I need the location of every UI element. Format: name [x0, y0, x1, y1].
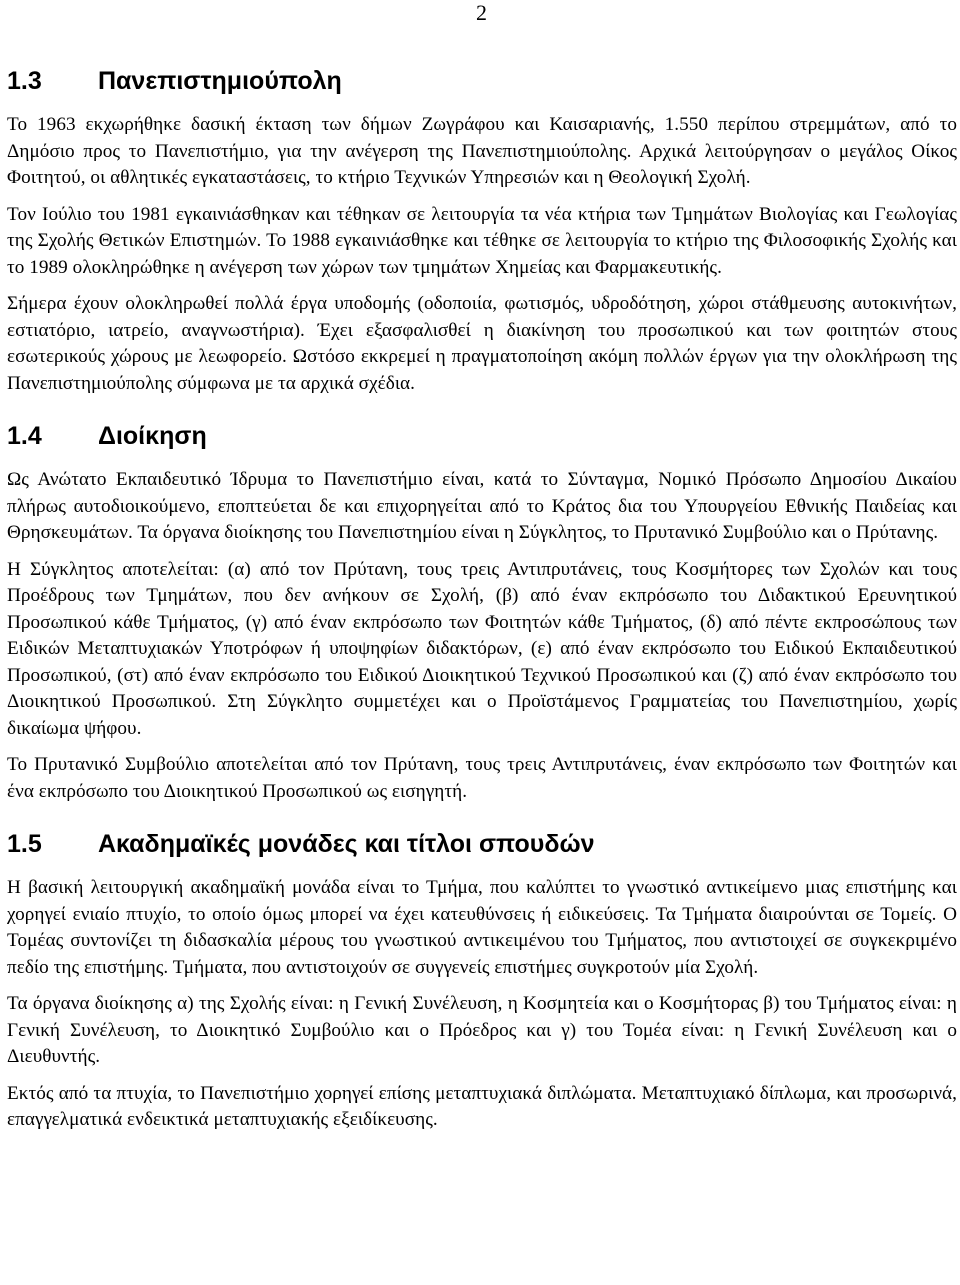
paragraph: Τα όργανα διοίκησης α) της Σχολής είναι: η Γενική Συνέλευση, η Κοσμητεία και ο Κοσμήτορας β) του Τμήματος είναι: η Γενική Συνέλευση, το Διοικητικό Συμβούλιο και ο Πρόεδρος και γ) του Τομέα είναι: η Γενική Συνέλευση και ο Διευθυντής.	[7, 993, 957, 1067]
paragraph: Τον Ιούλιο του 1981 εγκαινιάσθηκαν και τέθηκαν σε λειτουργία τα νέα κτήρια των Τμημάτων Βιολογίας και Γεωλογίας της Σχολής Θετικών Επιστημών. Το 1988 εγκαινιάσθηκε και τέθηκε σε λειτουργία το κτήριο της Φιλοσοφικής Σχολής και το 1989 ολοκληρώθηκε η ανέγερση των χώρων των τμημάτων Χημείας και Φαρμακευτικής.	[7, 203, 957, 278]
section-heading	[7, 825, 957, 863]
section-number: 1.4	[7, 422, 42, 450]
paragraph: Το 1963 εκχωρήθηκε δασική έκταση των δήμων Ζωγράφου και Καισαριανής, 1.550 περίπου στρεμμάτων, από το Δημόσιο προς το Πανεπιστήμιο, για την ανέγερση της Πανεπιστημιούπολης. Αρχικά λειτούργησαν ο μεγάλος Οίκος Φοιτητού, οι αθλητικές εγκαταστάσεις, το κτήριο Τεχνικών Υπηρεσιών και η Θεολογική Σχολή.	[7, 114, 957, 188]
section-heading	[7, 417, 957, 455]
paragraph: Η Σύγκλητος αποτελείται: (α) από τον Πρύτανη, τους τρεις Αντιπρυτάνεις, τους Κοσμήτορες των Σχολών και τους Προέδρους των Τμημάτων, που δεν ανήκουν σε Σχολή, (β) από έναν εκπρόσωπο του Διδακτικού Ερευνητικού Προσωπικού κάθε Τμήματος, (γ) από έναν εκπρόσωπο των Φοιτητών κάθε Τμήματος, (δ) από πέντε εκπροσώπους των Ειδικών Μεταπτυχιακών Υποτρόφων ή υποψηφίων διδακτόρων, (ε) από έναν εκπρόσωπο του Ειδικού Εκπαιδευτικού Προσωπικού, (στ) από έναν εκπρόσωπο του Ειδικού Διοικητικού Τεχνικού Προσωπικού και (ζ) από έναν εκπρόσωπο του Διοικητικού Προσωπικού. Στη Σύγκλητο συμμετέχει και ο Προϊστάμενος Γραμματείας του Πανεπιστημίου, χωρίς δικαίωμα ψήφου.	[7, 558, 957, 739]
paragraph: Το Πρυτανικό Συμβούλιο αποτελείται από τον Πρύτανη, τους τρεις Αντιπρυτάνεις, έναν εκπρόσωπο των Φοιτητών και ένα εκπρόσωπο του Διοικητικού Προσωπικού ως εισηγητή.	[7, 754, 957, 802]
section-number: 1.3	[7, 67, 42, 95]
section-heading	[7, 62, 957, 100]
section-number: 1.5	[7, 830, 42, 858]
page-number: 2	[476, 0, 487, 25]
paragraph: Σήμερα έχουν ολοκληρωθεί πολλά έργα υποδομής (οδοποιία, φωτισμός, υδροδότηση, χώροι στάθμευσης αυτοκινήτων, εστιατόριο, ιατρείο, αναγνωστήρια). Έχει εξασφαλισθεί η διακίνηση του προσωπικού και των φοιτητών στους εσωτερικούς χώρους με λεωφορείο. Ωστόσο εκκρεμεί η πραγματοποίηση ακόμη πολλών έργων για την ολοκλήρωση της Πανεπιστημιούπολης σύμφωνα με τα αρχικά σχέδια.	[7, 293, 957, 394]
section-administration	[7, 417, 957, 805]
paragraph: Ως Ανώτατο Εκπαιδευτικό Ίδρυμα το Πανεπιστήμιο είναι, κατά το Σύνταγμα, Νομικό Πρόσωπο Δημοσίου Δικαίου πλήρως αυτοδιοικούμενο, εποπτεύεται δε και επιχορηγείται από το Κράτος δια του Υπουργείου Εθνικής Παιδείας και Θρησκευμάτων. Τα όργανα διοίκησης του Πανεπιστημίου είναι η Σύγκλητος, το Πρυτανικό Συμβούλιο και ο Πρύτανης.	[7, 469, 957, 543]
section-title: Πανεπιστημιούπολη	[98, 67, 342, 95]
section-academic-units	[7, 825, 957, 1134]
page-content	[7, 62, 957, 1144]
section-title: Ακαδημαϊκές μονάδες και τίτλοι σπουδών	[98, 830, 595, 858]
paragraph: Η βασική λειτουργική ακαδημαϊκή μονάδα είναι το Τμήμα, που καλύπτει το γνωστικό αντικείμενο μιας επιστήμης και χορηγεί ενιαίο πτυχίο, το οποίο όμως μπορεί να έχει κατευθύνσεις ή ειδικεύσεις. Τα Τμήματα διαιρούνται σε Τομείς. Ο Τομέας συντονίζει τη διδασκαλία μέρους του γνωστικού αντικειμένου του Τμήματος, που αντιστοιχεί σε συγκεκριμένο πεδίο της επιστήμης. Τμήματα, που αντιστοιχούν σε συγγενείς επιστήμες συγκροτούν μία Σχολή.	[7, 877, 957, 978]
paragraph: Εκτός από τα πτυχία, το Πανεπιστήμιο χορηγεί επίσης μεταπτυχιακά διπλώματα. Μεταπτυχιακό δίπλωμα, και προσωρινά, επαγγελματικά ενδεικτικά μεταπτυχιακής εξειδίκευσης.	[7, 1082, 957, 1130]
section-campus	[7, 62, 957, 397]
section-title: Διοίκηση	[98, 422, 207, 450]
